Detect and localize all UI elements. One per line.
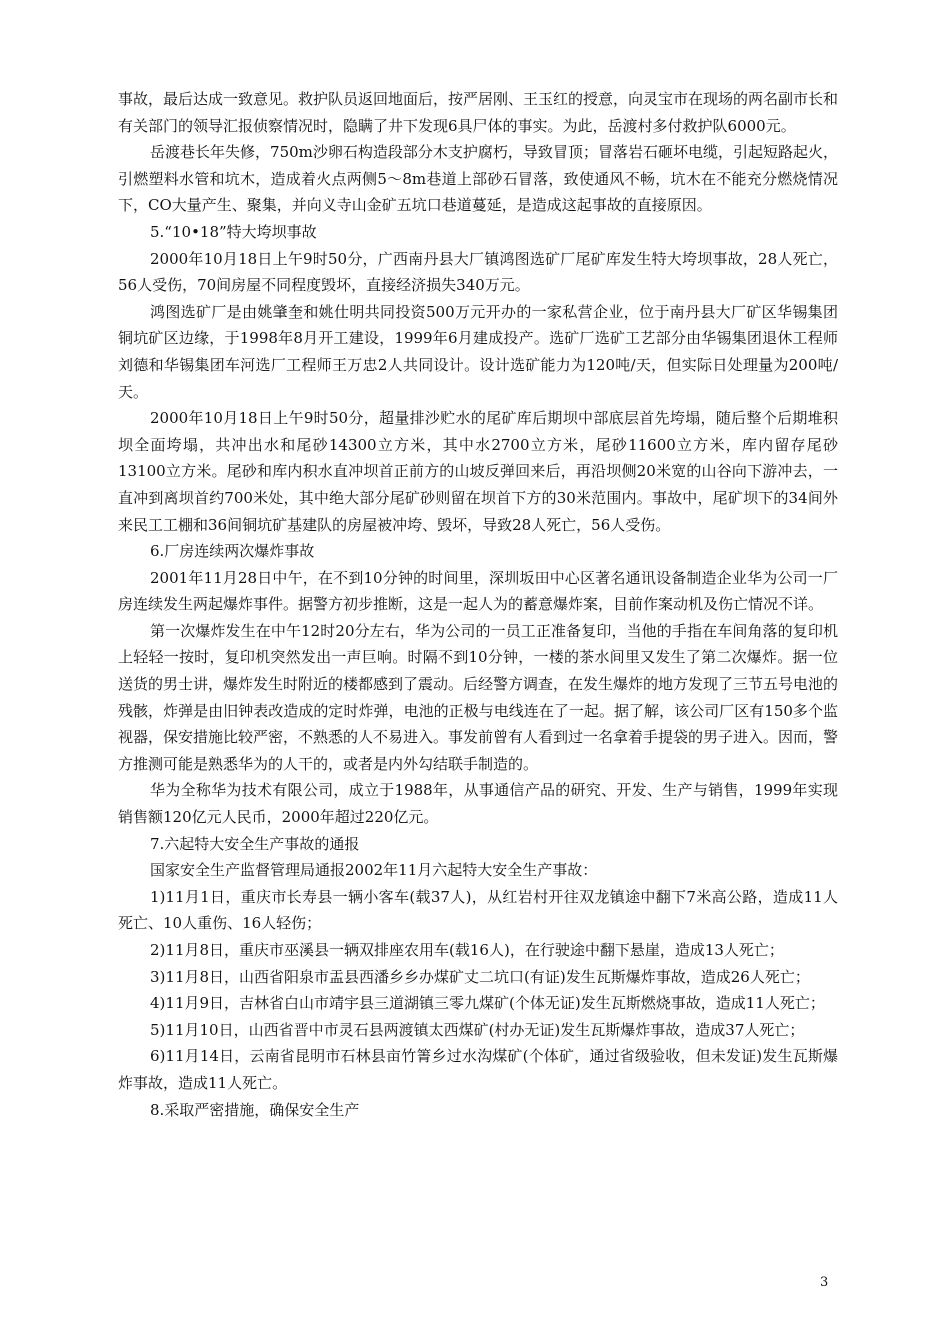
paragraph: 2001年11月28日中午，在不到10分钟的时间里，深圳坂田中心区著名通讯设备制造企业华为公司一厂房连续发生两起爆炸事件。据警方初步推断，这是一起人为的蓄意爆炸案，目前作案动机及伤亡情况不详。 <box>118 568 838 614</box>
paragraph: 2000年10月18日上午9时50分，超量排沙贮水的尾矿库后期坝中部底层首先垮塌，随后整个后期堆积坝全面垮塌，共冲出水和尾砂14300立方米，其中水2700立方米，尾砂11600立方米，库内留存尾砂13100立方米。尾砂和库内积水直冲坝首正前方的山坡反弹回来后，再沿坝侧20米宽的山谷向下游冲去，一直冲到离坝首约700米处，其中绝大部分尾矿砂则留在坝首下方的30米范围内。事故中，尾矿坝下的34间外来民工工棚和36间铜坑矿基建队的房屋被冲垮、毁坏，导致28人死亡，56人受伤。 <box>118 409 838 534</box>
paragraph: 2000年10月18日上午9时50分，广西南丹县大厂镇鸿图选矿厂尾矿库发生特大垮坝事故，28人死亡，56人受伤，70间房屋不同程度毁坏，直接经济损失340万元。 <box>118 249 838 295</box>
paragraph: 第一次爆炸发生在中午12时20分左右，华为公司的一员工正准备复印，当他的手指在车间角落的复印机上轻轻一按时，复印机突然发出一声巨响。时隔不到10分钟，一楼的茶水间里又发生了第二次爆炸。据一位送货的男士讲，爆炸发生时附近的楼都感到了震动。后经警方调查，在发生爆炸的地方发现了三节五号电池的残骸，炸弹是由旧钟表改造成的定时炸弹，电池的正极与电线连在了一起。据了解，该公司厂区有150多个监视器，保安措施比较严密，不熟悉的人不易进入。事发前曾有人看到过一名拿着手提袋的男子进入。因而，警方推测可能是熟悉华为的人干的，或者是内外勾结联手制造的。 <box>118 621 839 773</box>
paragraph: 华为全称华为技术有限公司，成立于1988年，从事通信产品的研究、开发、生产与销售，1999年实现销售额120亿元人民币，2000年超过220亿元。 <box>118 781 838 827</box>
page-body <box>118 86 838 1123</box>
list-item: 4)11月9日，吉林省白山市靖宇县三道湖镇三零九煤矿(个体无证)发生瓦斯燃烧事故，造成11人死亡； <box>150 994 825 1013</box>
section-heading: 8.采取严密措施，确保安全生产 <box>150 1100 360 1119</box>
paragraph: 岳渡巷长年失修，750m沙卵石构造段部分木支护腐朽，导致冒顶；冒落岩石砸坏电缆，引起短路起火，引燃塑料水管和坑木，造成着火点两侧5～8m巷道上部砂石冒落，致使通风不畅，坑木在不能充分燃烧情况下，CO大量产生、聚集，并向义寺山金矿五坑口巷道蔓延，是造成这起事故的直接原因。 <box>118 143 838 215</box>
paragraph: 事故，最后达成一致意见。救护队员返回地面后，按严居刚、王玉红的授意，向灵宝市在现场的两名副市长和有关部门的领导汇报侦察情况时，隐瞒了井下发现6具尸体的事实。为此，岳渡村多付救护队6000元。 <box>118 90 839 135</box>
section-heading: 5.“10•18”特大垮坝事故 <box>150 222 317 241</box>
paragraph: 鸿图选矿厂是由姚肇奎和姚仕明共同投资500万元开办的一家私营企业，位于南丹县大厂矿区华锡集团铜坑矿区边缘，于1998年8月开工建设，1999年6月建成投产。选矿厂选矿工艺部分由华锡集团退休工程师刘德和华锡集团车河选厂工程师王万忠2人共同设计。设计选矿能力为120吨/天，但实际日处理量为200吨/天。 <box>118 302 838 401</box>
list-item: 5)11月10日，山西省晋中市灵石县两渡镇太西煤矿(村办无证)发生瓦斯爆炸事故，造成37人死亡； <box>150 1020 805 1039</box>
list-item: 1)11月1日，重庆市长寿县一辆小客车(载37人)，从红岩村开往双龙镇途中翻下7米高公路，造成11人死亡、10人重伤、16人轻伤； <box>118 887 838 933</box>
list-item: 6)11月14日，云南省昆明市石林县亩竹箐乡过水沟煤矿(个体矿，通过省级验收，但未发证)发生瓦斯爆炸事故，造成11人死亡。 <box>118 1047 838 1092</box>
paragraph: 国家安全生产监督管理局通报2002年11月六起特大安全生产事故： <box>150 861 598 880</box>
list-item: 2)11月8日，重庆市巫溪县一辆双排座农用车(载16人)，在行驶途中翻下悬崖，造成13人死亡； <box>150 941 784 959</box>
page-number: 3 <box>820 1275 829 1290</box>
section-heading: 7.六起特大安全生产事故的通报 <box>150 834 360 853</box>
list-item: 3)11月8日，山西省阳泉市盂县西潘乡乡办煤矿丈二坑口(有证)发生瓦斯爆炸事故，造成26人死亡； <box>150 967 810 986</box>
section-heading: 6.厂房连续两次爆炸事故 <box>150 542 315 561</box>
